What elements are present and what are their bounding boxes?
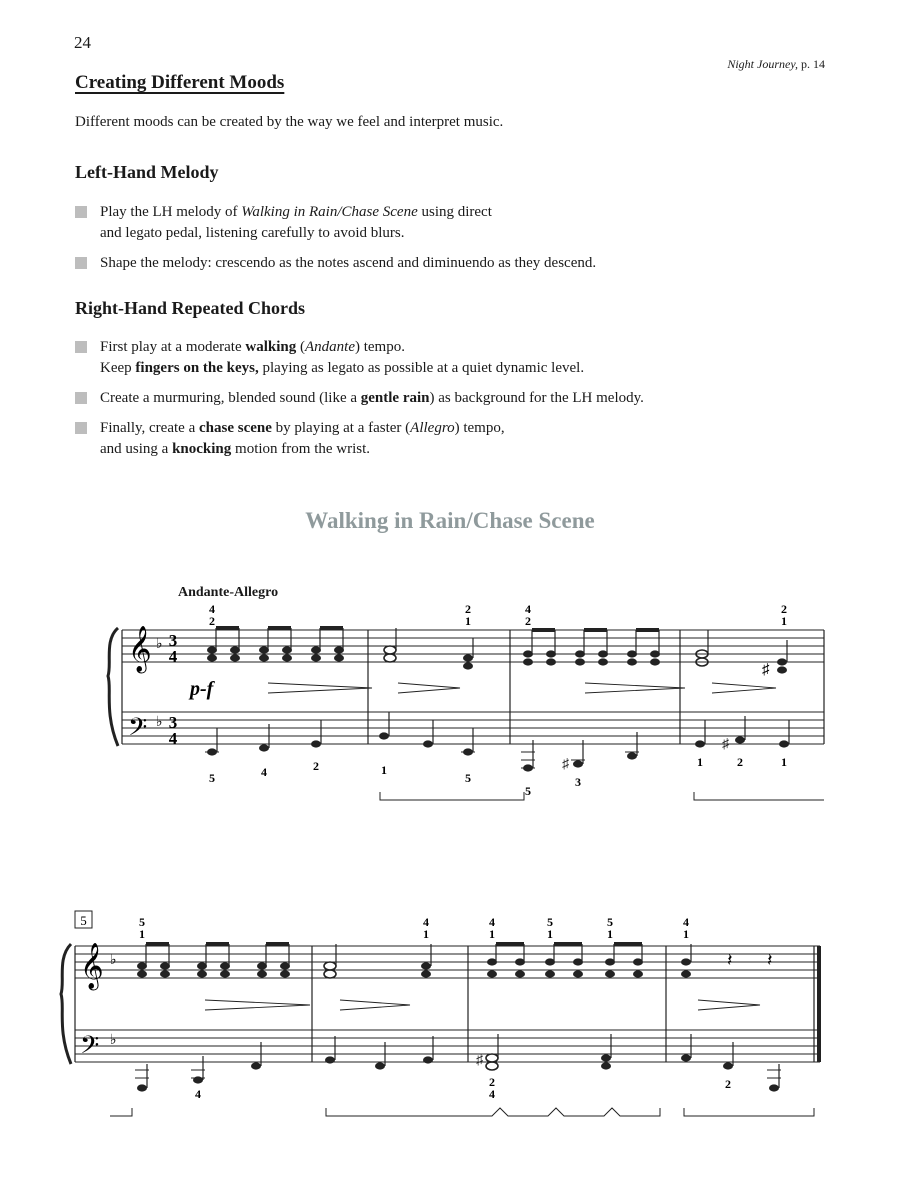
- fingering: 4: [195, 1087, 201, 1101]
- right-hand-list: [75, 337, 835, 469]
- fingering: 2: [525, 614, 531, 628]
- text: using direct: [417, 204, 492, 220]
- fingering: 5: [547, 915, 553, 929]
- sharp-icon: ♯: [762, 662, 770, 678]
- pedal-bracket: [684, 1108, 814, 1116]
- fingering: 4: [489, 915, 495, 929]
- treble-fingerings: [209, 602, 787, 628]
- fingering: 1: [697, 755, 703, 769]
- fingering: 4: [261, 765, 267, 779]
- diminuendo-hairpin: [698, 1000, 760, 1010]
- treble-fingerings: [139, 915, 689, 941]
- dynamic-marking: p-f: [190, 678, 214, 700]
- sharp-icon: ♯: [722, 737, 729, 752]
- fingering: 1: [139, 927, 145, 941]
- bullet-square-icon: [75, 206, 87, 218]
- list-item: [75, 418, 835, 460]
- emphasis: walking: [245, 339, 297, 355]
- crescendo-hairpin: [205, 1000, 310, 1010]
- fingering: 1: [547, 927, 553, 941]
- list-item: [75, 337, 835, 379]
- fingering: 4: [423, 915, 429, 929]
- text: Play the LH melody of: [100, 204, 242, 220]
- bullet-square-icon: [75, 341, 87, 353]
- measure-number: 5: [80, 913, 87, 928]
- time-sig-upper: 3: [168, 713, 178, 732]
- page-title: Creating Different Moods: [75, 72, 285, 93]
- bass-fingerings: [195, 1075, 731, 1101]
- fingering: 1: [781, 755, 787, 769]
- fingering: 4: [209, 602, 215, 616]
- fingering: 2: [313, 759, 319, 773]
- bullet-square-icon: [75, 422, 87, 434]
- fingering: 5: [465, 771, 471, 785]
- fingering: 1: [489, 927, 495, 941]
- right-hand-heading: Right-Hand Repeated Chords: [75, 298, 306, 318]
- fingering: 2: [781, 602, 787, 616]
- grand-staff-brace-icon: [61, 944, 71, 1064]
- text: Create a murmuring, blended sound (like a: [100, 390, 361, 406]
- fingering: 1: [607, 927, 613, 941]
- crossref-page: p. 14: [801, 57, 825, 71]
- bass-notes: [135, 1053, 781, 1092]
- list-item: [75, 202, 835, 244]
- crescendo-hairpin: [268, 683, 372, 693]
- treble-notes-measure-8: [681, 944, 773, 978]
- intro-text: Different moods can be created by the way we feel and interpret music.: [75, 114, 504, 130]
- text: and using a: [100, 441, 173, 457]
- fingering: 3: [575, 775, 581, 789]
- treble-notes-measure-2: [384, 628, 473, 670]
- text: ) as background for the LH melody.: [429, 390, 644, 406]
- text: and legato pedal, listening carefully to avoid blurs.: [100, 225, 405, 241]
- text: playing as legato as possible at a quiet dynamic level.: [258, 360, 585, 376]
- text: Shape the melody: crescendo as the notes ascend and diminuendo as they descend.: [100, 255, 597, 271]
- bass-clef-icon: 𝄢: [128, 714, 148, 747]
- crescendo-hairpin: [585, 683, 685, 693]
- text: Keep: [100, 360, 136, 376]
- time-sig-lower: 4: [168, 647, 178, 666]
- key-signature-flat-icon: ♭: [110, 1033, 117, 1048]
- pedal-bracket: [110, 1108, 132, 1116]
- key-signature-flat-icon: ♭: [156, 715, 163, 730]
- fingering: 4: [525, 602, 531, 616]
- text: motion from the wrist.: [231, 441, 371, 457]
- hairpins: [205, 1000, 760, 1010]
- left-hand-list: [75, 202, 835, 283]
- diminuendo-hairpin: [398, 683, 460, 693]
- time-sig-lower: 4: [168, 729, 178, 748]
- treble-clef-icon: 𝄞: [80, 943, 104, 988]
- fingering: 2: [209, 614, 215, 628]
- treble-clef-icon: 𝄞: [128, 626, 152, 671]
- fingering: 1: [381, 763, 387, 777]
- quarter-rest-icon: 𝄽: [727, 950, 733, 970]
- diminuendo-hairpin: [712, 683, 776, 693]
- bass-staff: [75, 1030, 820, 1062]
- barlines: [75, 946, 814, 1062]
- fingering: 5: [139, 915, 145, 929]
- treble-notes-measure-3: [523, 650, 660, 665]
- treble-notes-measure-7: [487, 958, 643, 977]
- sharp-icon: ♯: [562, 757, 569, 772]
- cross-reference: [727, 57, 825, 72]
- fingering: 1: [683, 927, 689, 941]
- fingering: 1: [781, 614, 787, 628]
- list-item: [75, 388, 835, 409]
- pedal-brackets: [380, 792, 824, 800]
- tempo-term: Andante: [304, 339, 355, 355]
- diminuendo-hairpin: [340, 1000, 410, 1010]
- piece-title: Walking in Rain/Chase Scene: [241, 204, 418, 220]
- text: by playing at a faster (: [271, 420, 411, 436]
- bass-fingerings: [209, 755, 787, 798]
- key-signature-flat-icon: ♭: [156, 637, 163, 652]
- pedal-bracket: [380, 792, 524, 800]
- score-system-1: [0, 560, 900, 820]
- grand-staff-brace-icon: [108, 628, 118, 746]
- fingering: 4: [683, 915, 689, 929]
- left-hand-heading: Left-Hand Melody: [75, 162, 219, 182]
- page-number: 24: [74, 33, 91, 52]
- score-system-2: [0, 905, 900, 1125]
- fingering: 2: [725, 1077, 731, 1091]
- key-signature-flat-icon: ♭: [110, 953, 117, 968]
- text: (: [296, 339, 305, 355]
- fingering: 2: [489, 1075, 495, 1089]
- fingering: 5: [209, 771, 215, 785]
- text: ) tempo,: [454, 420, 505, 436]
- time-signature: [169, 631, 178, 748]
- emphasis: gentle rain: [360, 390, 430, 406]
- text: ) tempo.: [354, 339, 405, 355]
- bullet-square-icon: [75, 392, 87, 404]
- tempo-term: Allegro: [410, 420, 455, 436]
- emphasis: fingers on the keys,: [135, 360, 259, 376]
- pedal-bracket: [694, 792, 824, 800]
- sharp-icon: ♯: [476, 1053, 483, 1068]
- emphasis: knocking: [172, 441, 232, 457]
- fingering: 2: [465, 602, 471, 616]
- crossref-title: Night Journey,: [727, 57, 798, 71]
- text: Finally, create a: [100, 420, 199, 436]
- tempo-marking: Andante-Allegro: [178, 585, 279, 600]
- bass-clef-icon: 𝄢: [80, 1032, 100, 1065]
- text: First play at a moderate: [100, 339, 246, 355]
- final-barline: [817, 946, 821, 1062]
- fingering: 1: [465, 614, 471, 628]
- list-item: [75, 253, 835, 274]
- pedal-bracket: [326, 1108, 660, 1116]
- score-title: Walking in Rain/Chase Scene: [305, 508, 595, 533]
- emphasis: chase scene: [198, 420, 272, 436]
- pedal-brackets: [110, 1108, 814, 1116]
- fingering: 2: [737, 755, 743, 769]
- treble-notes-measure-6: [324, 944, 431, 978]
- bullet-square-icon: [75, 257, 87, 269]
- treble-staff: [75, 946, 820, 978]
- fingering: 5: [525, 784, 531, 798]
- quarter-rest-icon: 𝄽: [767, 950, 773, 970]
- fingering: 5: [607, 915, 613, 929]
- fingering: 4: [489, 1087, 495, 1101]
- time-sig-upper: 3: [168, 631, 178, 650]
- fingering: 1: [423, 927, 429, 941]
- hairpins: [268, 683, 776, 693]
